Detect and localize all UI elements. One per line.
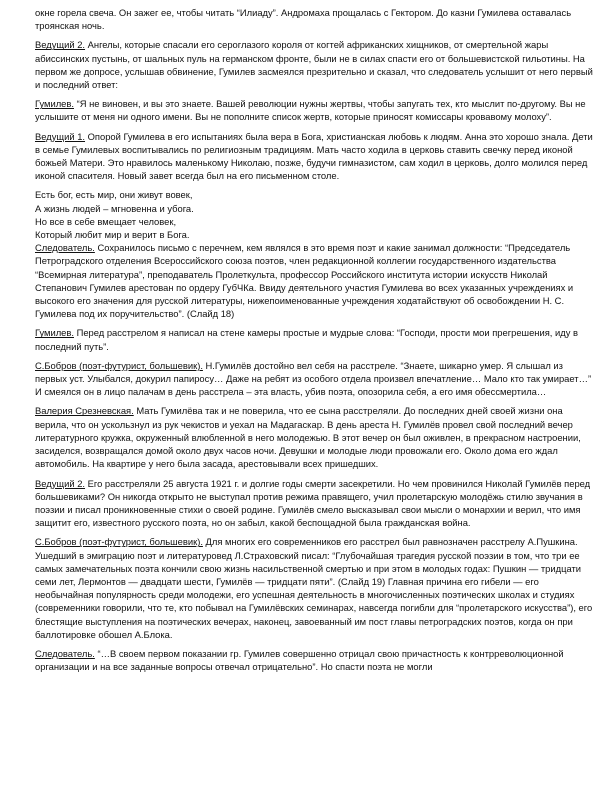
paragraph-5 (35, 241, 594, 320)
speaker-label: Следователь. (35, 647, 95, 659)
paragraph-8 (35, 404, 594, 470)
paragraph-7 (35, 359, 594, 399)
poem-block (35, 188, 594, 241)
speaker-label: Гумилев. (35, 327, 74, 339)
paragraph-6 (35, 326, 594, 352)
speaker-label: Ведущий 2. (35, 477, 86, 489)
paragraph-10 (35, 535, 594, 641)
paragraph-text: “…В своем первом показании гр. Гумилев совершенно отрицал свою причастность к контрреволюционной организации и на все заданные вопросы отвечал отрицательно”. Но спасти поэта не могли (35, 647, 564, 673)
poem-line: А жизнь людей – мгновенна и убога. (35, 202, 194, 214)
paragraph-text: Н.Гумилёв достойно вел себя на расстреле. “Знаете, шикарно умер. Я слышал из первых уст. Улыбался, докурил папиросу… Даже на ребят из особого отдела произвел впечатление… Мало кто так умирает…” И смеялся он в лицо палачам в день расстрела – эта власть, убив поэта, опозорила себя, а его имя обессмертила… (35, 359, 592, 398)
speaker-label: С.Бобров (поэт-футурист, большевик). (35, 536, 203, 548)
paragraph-text: Мать Гумилёва так и не поверила, что ее сына расстреляли. До последних дней своей жизни она верила, что он ускользнул из рук чекистов и уехал на Мадагаскар. В день ареста Н. Гумилёв провел свой последний вечер литературного кружка, окруженный влюбленной в него молодежью. В этот вечер он был оживлен, в прекрасном настроении, засиделся, возвращался домой около двух часов ночи. Девушки и молодые люди провожали его. Около дома его ждал автомобиль. На квартире у него была засада, арестовывали всех пришедших. (35, 405, 581, 470)
paragraph-4 (35, 130, 594, 183)
paragraph-text: Перед расстрелом я написал на стене камеры простые и мудрые слова: “Господи, прости мои прегрешения, иду в последний путь”. (35, 327, 578, 352)
poem-line: Есть бог, есть мир, они живут вовек, (35, 189, 193, 201)
paragraph-1 (35, 6, 594, 32)
poem-line: Который любит мир и верит в Бога. (35, 229, 190, 241)
speaker-label: Валерия Срезневская. (35, 405, 134, 417)
speaker-label: Гумилев. (35, 98, 74, 110)
paragraph-9 (35, 477, 594, 530)
paragraph-11 (35, 647, 594, 673)
paragraph-text: Для многих его современников его расстрел был равнозначен расстрелу А.Пушкина. Ушедший в эмиграцию поэт и литературовед Л.Страховский писал: “Глубочайшая трагедия русской поэзии в том, что три ее самых замечательных поэта кончили свою жизнь насильственной смертью и при этом в молодых годах: Пушкин — тридцати семи лет, Лермонтов — двадцати шести, Гумилёв — тридцати пяти”. (Слайд 19) Главная причина его гибели — его необычайная популярность среди молодежи, его успешная деятельность в многочисленных поэтических школах и студиях (современники говорили, что те, кто побывал на Гумилёвских семинарах, навсегда погибли для “пролетарского искусства”), его блестящие выступления на поэтических вечерах, наконец, завоеванный им пост главы петроградских поэтов, когда он при баллотировке обошел А.Блока. (35, 536, 593, 640)
poem-line: Но все в себе вмещает человек, (35, 215, 177, 227)
paragraph-text: окне горела свеча. Он зажег ее, чтобы читать “Илиаду”. Андромаха прощалась с Гектором. До казни Гумилева оставалась троянская ночь. (35, 7, 572, 32)
paragraph-2 (35, 38, 594, 91)
paragraph-text: Его расстреляли 25 августа 1921 г. и долгие годы смерти засекретили. Но чем провинился Николай Гумилёв перед большевиками? Он никогда открыто не выступал против режима правящего, учил пролетарскую молодёжь стилю звучания в поэзии и писал проникновенные стихи о своей родине. Гумилёв смело высказывал свои мысли о монархии и верил, что имя защитит его, известного русского поэта, но он забыл, какой беспощадной была гражданская война. (35, 477, 591, 529)
paragraph-text: “Я не виновен, и вы это знаете. Вашей революции нужны жертвы, чтобы запугать тех, кто мыслит по-другому. Вы не услышите от меня ни одного имени. Вы не пополните список жертв, которые приносят комиссары кровавому молоху”. (35, 98, 586, 123)
speaker-label: Ведущий 1. (35, 130, 86, 142)
speaker-label: Следователь. (35, 242, 95, 254)
paragraph-3 (35, 97, 594, 123)
paragraph-text: Опорой Гумилева в его испытаниях была вера в Бога, христианская любовь к людям. Анна это хорошо знала. Дети в семье Гумилевых воспитывались по религиозным традициям. Мать часто ходила в церковь ставить свечку перед иконой божьей Матери. Это нравилось маленькому Николаю, позже, будучи гимназистом, сам ходил в церковь, долго молился перед иконой спасителя. Новый завет всегда был на его письменном столе. (35, 130, 593, 182)
speaker-label: С.Бобров (поэт-футурист, большевик). (35, 359, 203, 371)
speaker-label: Ведущий 2. (35, 39, 86, 51)
paragraph-text: Сохранилось письмо с перечнем, кем являлся в это время поэт и какие занимал должности: “Председатель Петроградского отделения Всероссийского союза поэтов, член редакционной коллегии государственного издательства “Всемирная литература”, преподаватель Пролеткульта, профессор Российского института истории искусств Николай Степанович Гумилев арестован по ордеру ГубЧКа. Ввиду деятельного участия Гумилева во всех указанных учреждениях и высокого его значения для русской литературы, нижепоименованные учреждения ходатайствуют об освобождении Н. С. Гумилева под их поручительство”. (Слайд 18) (35, 242, 574, 320)
paragraph-text: Ангелы, которые спасали его сероглазого короля от когтей африканских хищников, от смертельной жары абиссинских пустынь, от шальных пуль на германском фронте, были не в силах спасти его от большевистской гильотины. На первом же допросе, услышав обвинение, Гумилев засмеялся презрительно и сказал, что следователь услышит от него первый и последний ответ: (35, 39, 593, 91)
